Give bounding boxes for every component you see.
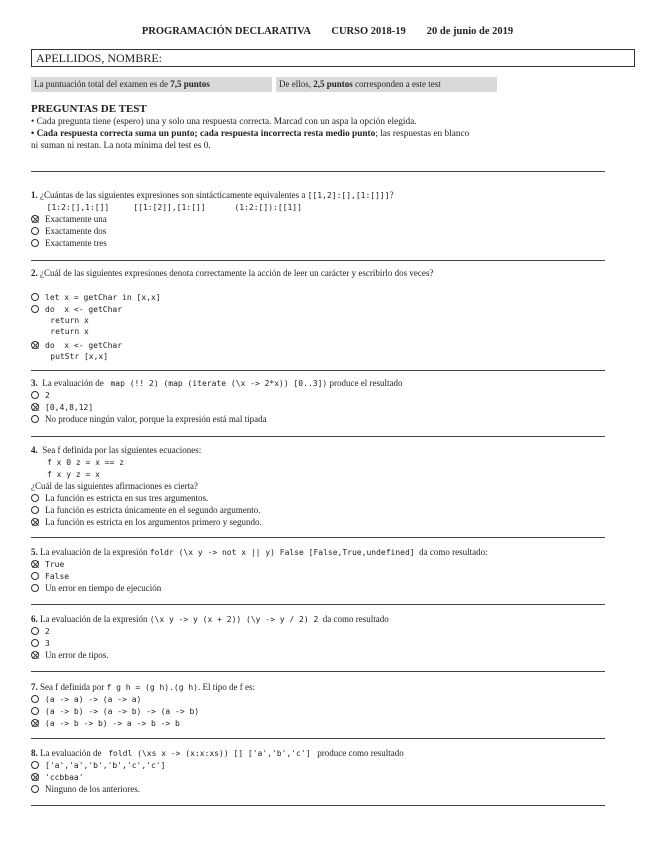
option-label: Un error en tiempo de ejecución [45,583,162,593]
option[interactable] [31,583,161,594]
radio-icon[interactable] [31,785,39,793]
question-text: ¿Cuál de las siguientes expresiones denota correctamente la acción de leer un carácter y escribirlo dos veces? [37,268,434,278]
question-code: f g h = (g h).(g h) [106,683,198,692]
question-text: La evaluación de [37,748,109,758]
option-label: (a -> b -> b) -> a -> b -> b [45,719,180,728]
option[interactable] [31,292,161,303]
question-code: (\x y -> y (x + 2)) (\y -> y / 2) 2 [149,615,319,624]
total-score-text: La puntuación total del examen es de [34,79,171,89]
option[interactable] [31,718,180,729]
divider [31,537,605,538]
option[interactable] [31,650,108,661]
question-number: 2. [31,268,38,278]
exam-header [0,26,655,37]
radio-icon[interactable] [31,707,39,715]
option-label: Ninguno de los anteriores. [45,784,140,794]
question-text: Sea f definida por las siguientes ecuaciones: [37,445,202,455]
test-section-title: PREGUNTAS DE TEST [31,103,147,115]
question-extra: [1:2:[],1:[]] [[1:[2]],[1:[]] (1:2:[]):[[1]] [37,203,302,212]
radio-icon[interactable] [31,584,39,592]
option-label: do x <- getChar return x return x [45,305,123,336]
option[interactable] [31,390,50,401]
question-code: foldr (\x y -> not x || y) False [False,True,undefined] [149,548,415,557]
radio-icon[interactable] [31,415,39,423]
option[interactable] [31,214,107,225]
test-score-box [276,77,497,92]
divider [31,604,605,605]
radio-icon[interactable] [31,391,39,399]
question-number: 3. [31,378,38,388]
option[interactable] [31,414,267,425]
option-label: La función es estricta en los argumentos primero y segundo. [45,517,262,527]
total-score-box [31,77,272,92]
divider [31,171,605,172]
option[interactable] [31,784,140,795]
option-label: True [45,560,65,569]
option-label: 2 [45,391,50,400]
option[interactable] [31,772,84,783]
question-text-end: da como resultado [318,614,389,624]
name-field[interactable] [31,49,635,67]
checked-radio-icon[interactable] [31,341,39,349]
option-label: La función es estricta en sus tres argumentos. [45,493,209,503]
question-text-end: ? [389,190,394,200]
option[interactable] [31,517,262,528]
question-text-end: produce el resultado [327,378,403,388]
question-text: La evaluación de [37,378,111,388]
option-label: False [45,572,70,581]
radio-icon[interactable] [31,627,39,635]
option[interactable] [31,706,199,717]
option-label: 'ccbbaa' [45,773,84,782]
question-number: 6. [31,614,38,624]
checked-radio-icon[interactable] [31,403,39,411]
exam-date: 20 de junio de 2019 [426,26,514,37]
option[interactable] [31,493,208,504]
equation: f x y z = x [47,470,100,479]
question-text: Sea f definida por [37,682,107,692]
option[interactable] [31,559,64,570]
question-text: La evaluación de la expresión [37,547,150,557]
checked-radio-icon[interactable] [31,651,39,659]
option-label: ['a','a','b','b','c','c'] [45,761,166,770]
divider [31,738,605,739]
question-number: 4. [31,445,38,455]
option-label: Exactamente dos [45,226,107,236]
subject-title: PROGRAMACIÓN DECLARATIVA [141,26,311,37]
option-label: Un error de tipos. [45,650,109,660]
question-text: La evaluación de la expresión [37,614,150,624]
equation: f x 0 z = x == z [47,458,125,467]
name-field-label: APELLIDOS, NOMBRE: [36,51,163,65]
option-label: (a -> a) -> (a -> a) [45,695,142,704]
question-text-end: produce como resultado [310,748,404,758]
question-code: foldl (\xs x -> (x:x:xs)) [] ['a','b','c'] [108,749,311,758]
divider [31,260,605,261]
divider [31,805,605,806]
radio-icon[interactable] [31,639,39,647]
question-number: 7. [31,682,38,692]
test-score-pre: De ellos, [279,79,314,89]
course-label: CURSO 2018-19 [331,26,406,37]
radio-icon[interactable] [31,761,39,769]
radio-icon[interactable] [31,506,39,514]
instruction-bold: • Cada respuesta correcta suma un punto; cada respuesta incorrecta resta medio punto [31,129,376,139]
checked-radio-icon[interactable] [31,215,39,223]
radio-icon[interactable] [31,494,39,502]
option-label: (a -> b) -> (a -> b) -> (a -> b) [45,707,200,716]
option[interactable] [31,226,106,237]
option[interactable] [31,238,107,249]
question-number: 1. [31,190,38,200]
test-score-post: corresponden a este test [352,79,441,89]
radio-icon[interactable] [31,572,39,580]
option-label: La función es estricta únicamente en el segundo argumento. [45,505,261,515]
question-prompt: ¿Cuál de las siguientes afirmaciones es cierta? [31,481,198,491]
radio-icon[interactable] [31,305,39,313]
instruction-rest: ; las respuestas en blanco [375,129,470,139]
option[interactable] [31,304,122,337]
radio-icon[interactable] [31,239,39,247]
option-label: 3 [45,639,50,648]
option-label: No produce ningún valor, porque la expresión está mal tipada [45,414,267,424]
total-score-value: 7,5 puntos [170,79,210,89]
option[interactable] [31,402,93,413]
option-label: Exactamente una [45,214,107,224]
option[interactable] [31,340,122,362]
question-text-end: da como resultado: [414,547,488,557]
option[interactable] [31,694,141,705]
option[interactable] [31,760,165,771]
divider [31,436,605,437]
checked-radio-icon[interactable] [31,560,39,568]
option-label: do x <- getChar putStr [x,x] [45,341,123,361]
option[interactable] [31,638,50,649]
checked-radio-icon[interactable] [31,518,39,526]
option[interactable] [31,571,69,582]
option-label: 2 [45,627,50,636]
test-score-value: 2,5 puntos [313,79,353,89]
divider [31,671,605,672]
question-code: map (!! 2) (map (iterate (\x -> 2*x)) [0..3]) [110,379,328,388]
radio-icon[interactable] [31,293,39,301]
option[interactable] [31,505,261,516]
checked-radio-icon[interactable] [31,773,39,781]
option[interactable] [31,626,50,637]
option-label: [0,4,8,12] [45,403,94,412]
question-number: 8. [31,748,38,758]
instruction-line-2 [31,128,631,140]
question-number: 5. [31,547,38,557]
instruction-line-1: • Cada pregunta tiene (espero) una y solo una respuesta correcta. Marcad con un aspa la opción elegida. [31,117,417,127]
question-text: ¿Cuántas de las siguientes expresiones son sintácticamente equivalentes a [37,190,308,200]
radio-icon[interactable] [31,695,39,703]
question-text-end: . El tipo de f es: [198,682,255,692]
divider [31,370,605,371]
question-code: [[1,2]:[],[1:[]]] [307,191,390,200]
radio-icon[interactable] [31,227,39,235]
instruction-line-3: ni suman ni restan. La nota mínima del test es 0. [31,141,211,151]
checked-radio-icon[interactable] [31,719,39,727]
option-label: let x = getChar in [x,x] [45,293,161,302]
option-label: Exactamente tres [45,238,107,248]
